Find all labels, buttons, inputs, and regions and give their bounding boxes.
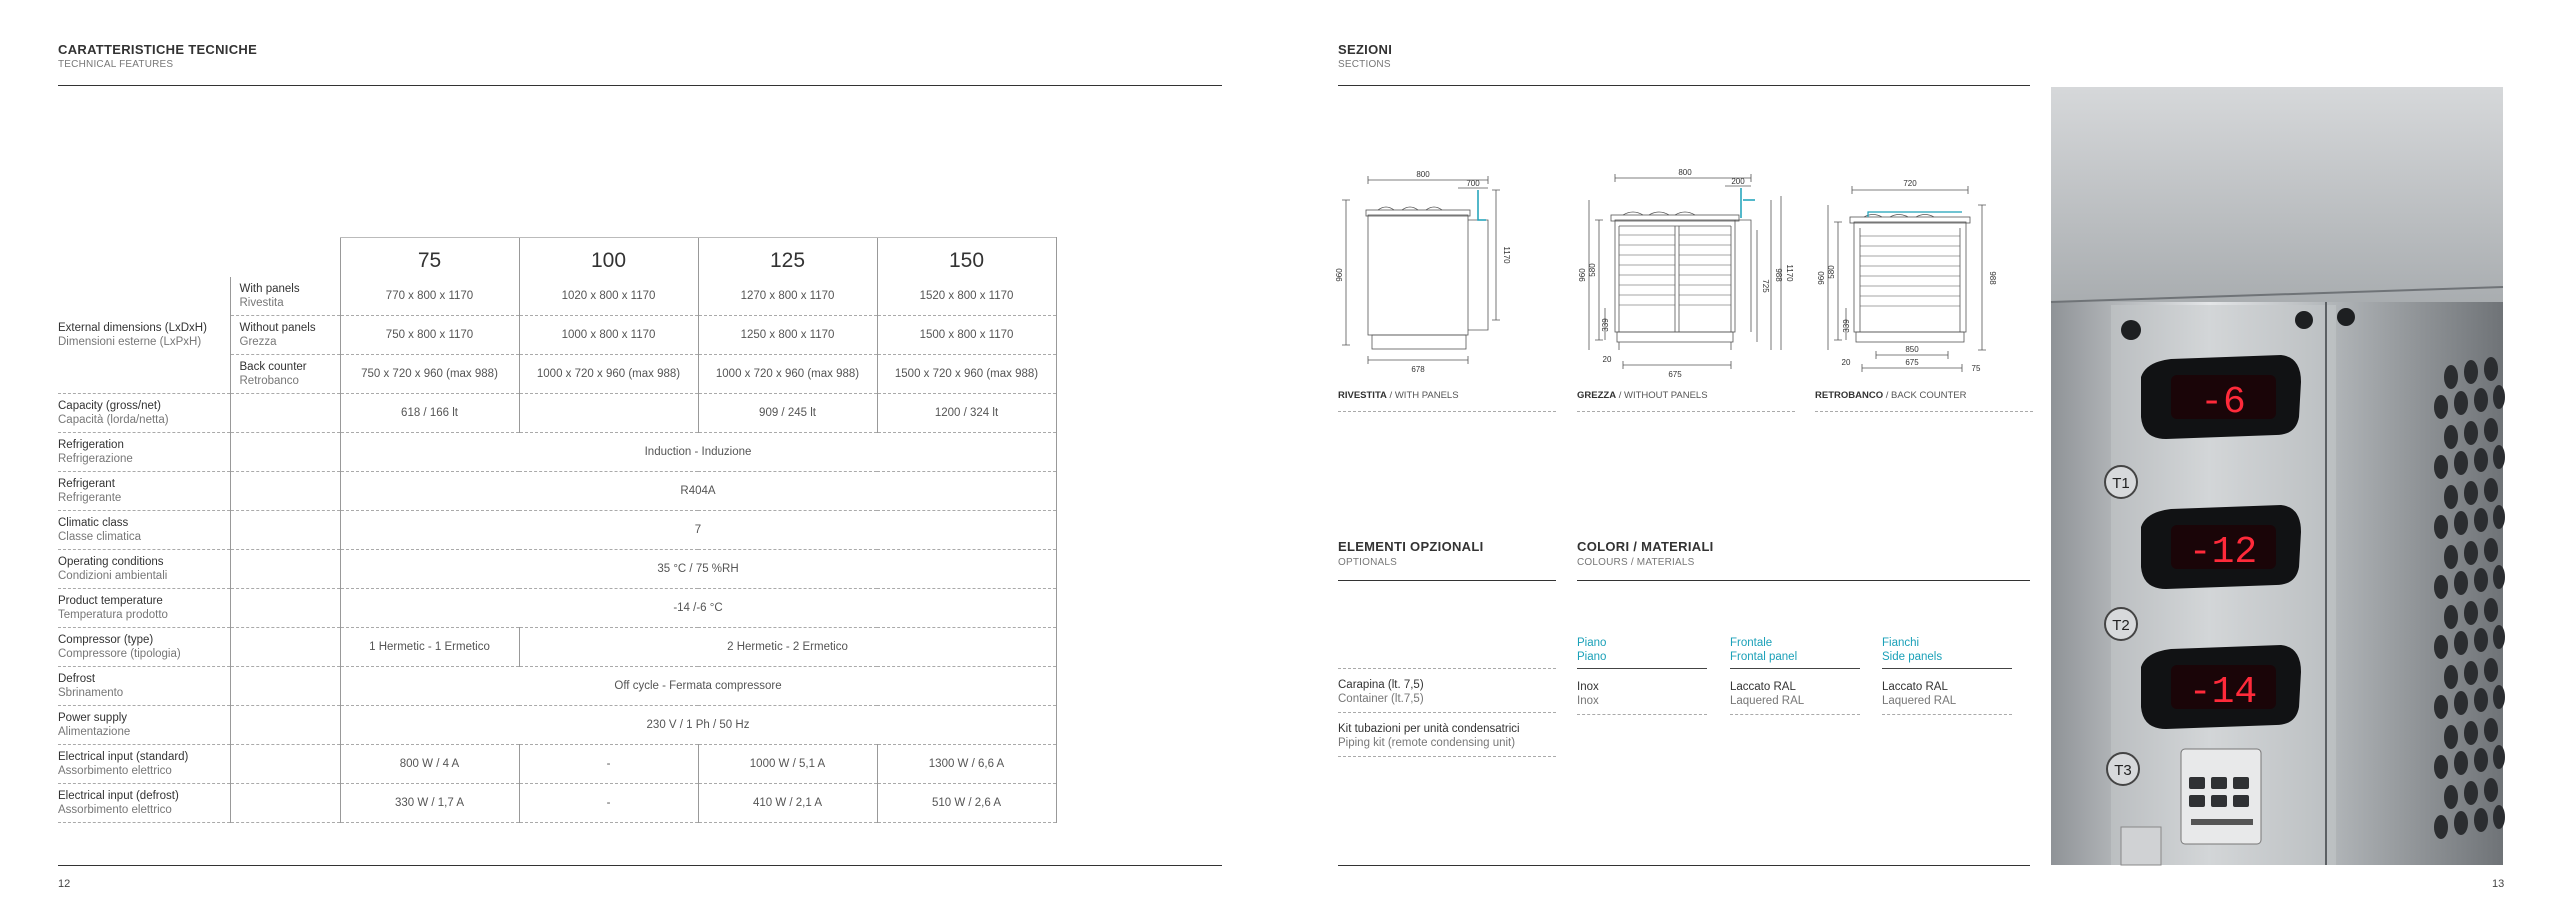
table-row (58, 628, 1056, 667)
table-cell: Induction - Induzione (340, 433, 1056, 472)
colours-subtitle: COLOURS / MATERIALS (1577, 557, 1695, 568)
colour-value: Laccato RAL Laquered RAL (1882, 680, 2012, 715)
colour-heading: Frontale Frontal panel (1730, 636, 1860, 669)
table-cell: 1000 x 720 x 960 (max 988) (698, 355, 877, 394)
svg-text:-12: -12 (2188, 531, 2258, 574)
row-label: Electrical input (defrost) Assorbimento elettrico (58, 784, 230, 823)
svg-text:T3: T3 (2114, 762, 2132, 779)
optionals-rule (1338, 580, 1556, 581)
row-label: Capacity (gross/net) Capacità (lorda/netta) (58, 394, 230, 433)
section-drawing-back-counter (1812, 160, 2032, 385)
row-label: Refrigerant Refrigerante (58, 472, 230, 511)
table-cell: 1 Hermetic - 1 Ermetico (340, 628, 519, 667)
svg-text:580: 580 (1827, 265, 1836, 279)
table-row (58, 277, 1056, 316)
table-cell: 1500 x 800 x 1170 (877, 316, 1056, 355)
right-page (1280, 0, 2560, 905)
model-header: 150 (877, 238, 1056, 277)
table-row (58, 706, 1056, 745)
table-cell: 230 V / 1 Ph / 50 Hz (340, 706, 1056, 745)
row-label: Refrigeration Refrigerazione (58, 433, 230, 472)
svg-text:800: 800 (1678, 168, 1692, 177)
table-cell: 410 W / 2,1 A (698, 784, 877, 823)
table-cell: 1000 x 720 x 960 (max 988) (519, 355, 698, 394)
keypad (2181, 749, 2261, 844)
model-header: 100 (519, 238, 698, 277)
drawing-caption: RIVESTITA / WITH PANELS (1338, 390, 1556, 412)
svg-text:850: 850 (1905, 345, 1919, 354)
svg-text:T2: T2 (2112, 617, 2130, 634)
header-rule (58, 85, 1222, 86)
row-label: Electrical input (standard) Assorbimento elettrico (58, 745, 230, 784)
section-drawing-without-panels (1575, 160, 1795, 385)
table-cell: 35 °C / 75 %RH (340, 550, 1056, 589)
svg-text:-14: -14 (2188, 671, 2258, 714)
row-label: External dimensions (LxDxH) Dimensioni esterne (LxPxH) (58, 277, 230, 394)
svg-text:1170: 1170 (1785, 264, 1794, 282)
header-rule (1338, 85, 2030, 86)
row-sublabel: Back counter Retrobanco (230, 355, 340, 394)
svg-text:988: 988 (1774, 268, 1783, 282)
svg-text:339: 339 (1601, 318, 1610, 332)
optionals-subtitle: OPTIONALS (1338, 557, 1398, 568)
colour-heading: Fianchi Side panels (1882, 636, 2012, 669)
svg-text:960: 960 (1335, 268, 1344, 282)
row-label: Compressor (type) Compressore (tipologia) (58, 628, 230, 667)
section-title: SEZIONI (1338, 42, 1393, 57)
table-cell: 618 / 166 lt (340, 394, 519, 433)
row-label: Climatic class Classe climatica (58, 511, 230, 550)
table-cell: 770 x 800 x 1170 (340, 277, 519, 316)
svg-text:720: 720 (1903, 179, 1917, 188)
colour-value: Laccato RAL Laquered RAL (1730, 680, 1860, 715)
table-row (58, 433, 1056, 472)
svg-text:675: 675 (1905, 358, 1919, 367)
svg-text:T1: T1 (2112, 475, 2130, 492)
table-row (58, 745, 1056, 784)
table-row (58, 511, 1056, 550)
drawing-caption: GREZZA / WITHOUT PANELS (1577, 390, 1795, 412)
table-cell: 750 x 800 x 1170 (340, 316, 519, 355)
svg-text:20: 20 (1602, 355, 1612, 364)
svg-text:960: 960 (1817, 271, 1826, 285)
table-cell: Off cycle - Fermata compressore (340, 667, 1056, 706)
sensor-tag (2105, 466, 2137, 498)
table-cell (519, 394, 698, 433)
row-label: Power supply Alimentazione (58, 706, 230, 745)
table-cell: 1520 x 800 x 1170 (877, 277, 1056, 316)
table-row (58, 589, 1056, 628)
table-cell: 7 (340, 511, 1056, 550)
table-cell: 1000 x 800 x 1170 (519, 316, 698, 355)
model-header: 75 (340, 238, 519, 277)
section-subtitle: TECHNICAL FEATURES (58, 59, 174, 70)
svg-text:20: 20 (1841, 358, 1851, 367)
table-cell: 1500 x 720 x 960 (max 988) (877, 355, 1056, 394)
table-cell: 1300 W / 6,6 A (877, 745, 1056, 784)
drawing-caption: RETROBANCO / BACK COUNTER (1815, 390, 2033, 412)
table-row (58, 472, 1056, 511)
table-cell: -14 /-6 °C (340, 589, 1056, 628)
svg-text:725: 725 (1761, 279, 1770, 293)
footer-rule (1338, 865, 2030, 866)
list-item: Kit tubazioni per unità condensatrici Piping kit (remote condensing unit) (1338, 722, 1556, 757)
table-row (58, 784, 1056, 823)
svg-text:700: 700 (1466, 179, 1480, 188)
row-label: Product temperature Temperatura prodotto (58, 589, 230, 628)
svg-text:675: 675 (1668, 370, 1682, 379)
page-number: 12 (58, 878, 71, 890)
svg-text:339: 339 (1842, 319, 1851, 333)
table-header-row (58, 238, 1056, 277)
colour-value: Inox Inox (1577, 680, 1707, 715)
table-cell: 510 W / 2,6 A (877, 784, 1056, 823)
controller-display (2141, 505, 2301, 589)
list-item: Carapina (lt. 7,5) Container (lt.7,5) (1338, 668, 1556, 713)
table-row (58, 394, 1056, 433)
svg-text:580: 580 (1588, 263, 1597, 277)
table-cell: - (519, 784, 698, 823)
section-subtitle: SECTIONS (1338, 59, 1391, 70)
table-cell: 800 W / 4 A (340, 745, 519, 784)
product-photo (2051, 87, 2503, 865)
svg-text:200: 200 (1731, 177, 1745, 186)
table-cell: 1250 x 800 x 1170 (698, 316, 877, 355)
table-cell: 2 Hermetic - 2 Ermetico (519, 628, 1056, 667)
svg-text:678: 678 (1411, 365, 1425, 374)
row-sublabel: With panels Rivestita (230, 277, 340, 316)
colours-title: COLORI / MATERIALI (1577, 539, 1714, 554)
row-label: Defrost Sbrinamento (58, 667, 230, 706)
svg-text:-6: -6 (2200, 381, 2246, 424)
footer-rule (58, 865, 1222, 866)
controller-display (2141, 355, 2301, 439)
colour-heading: Piano Piano (1577, 636, 1707, 669)
page-number: 13 (2492, 878, 2505, 890)
table-cell: 330 W / 1,7 A (340, 784, 519, 823)
controller-display (2141, 645, 2301, 729)
table-cell: 1020 x 800 x 1170 (519, 277, 698, 316)
colours-rule (1577, 580, 2030, 581)
svg-text:800: 800 (1416, 170, 1430, 179)
table-cell: 1000 W / 5,1 A (698, 745, 877, 784)
table-cell: 1270 x 800 x 1170 (698, 277, 877, 316)
table-cell: R404A (340, 472, 1056, 511)
table-row (58, 667, 1056, 706)
table-cell: 909 / 245 lt (698, 394, 877, 433)
svg-text:1170: 1170 (1502, 246, 1511, 264)
controller-panel-illustration (2051, 87, 2503, 865)
specs-table (58, 237, 1057, 823)
svg-text:960: 960 (1578, 268, 1587, 282)
row-label: Operating conditions Condizioni ambientali (58, 550, 230, 589)
optionals-title: ELEMENTI OPZIONALI (1338, 539, 1484, 554)
sensor-tag (2107, 753, 2139, 785)
section-title: CARATTERISTICHE TECNICHE (58, 42, 258, 57)
table-cell: 1200 / 324 lt (877, 394, 1056, 433)
table-cell: - (519, 745, 698, 784)
svg-text:988: 988 (1988, 271, 1997, 285)
row-sublabel: Without panels Grezza (230, 316, 340, 355)
table-row (58, 550, 1056, 589)
section-drawing-with-panels (1335, 160, 1558, 385)
table-cell: 750 x 720 x 960 (max 988) (340, 355, 519, 394)
model-header: 125 (698, 238, 877, 277)
svg-text:75: 75 (1971, 364, 1981, 373)
sensor-tag (2105, 608, 2137, 640)
